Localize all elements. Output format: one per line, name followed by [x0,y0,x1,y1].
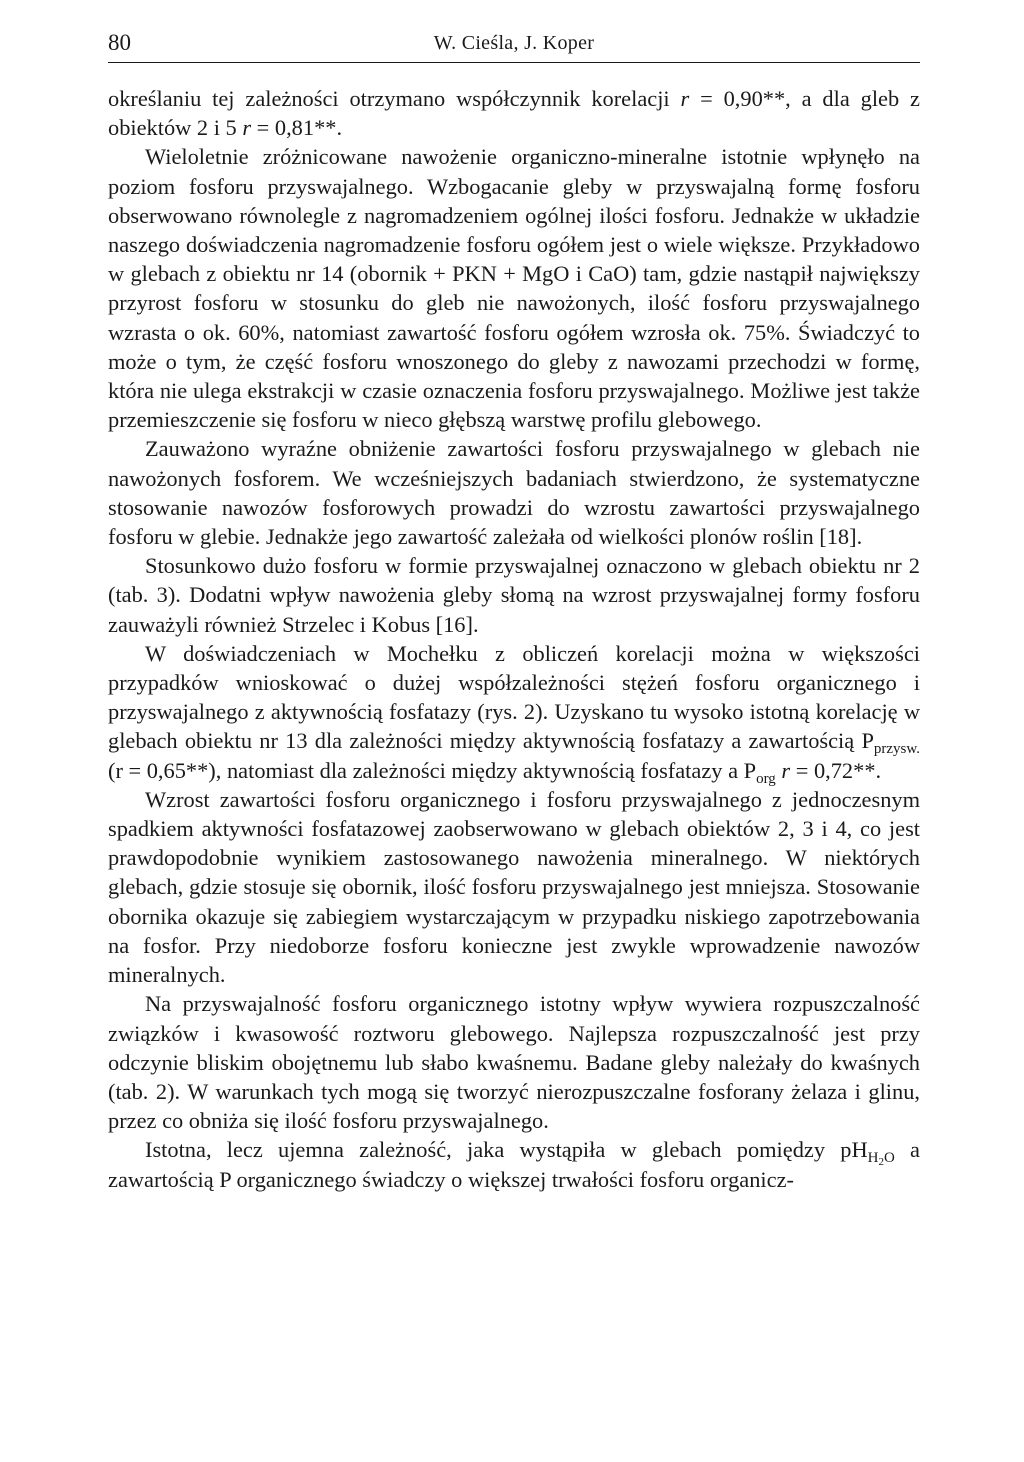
subscript-h: H [867,1150,879,1167]
paragraph-1-text-a: określaniu tej zależności otrzymano współczynnik korelacji [108,86,681,111]
paragraph-4: Stosunkowo dużo fosforu w formie przyswajalnej oznaczono w glebach obiektu nr 2 (tab. 3). Dodatni wpływ nawożenia gleby słomą na wzrost przyswajalnej formy fosforu zauważyli również Strzelec i Kobus [16]. [108,553,920,637]
subscript-przysw: przysw. [873,741,920,758]
paragraph-1 [108,84,920,142]
page-number: 80 [108,30,131,55]
paragraph-8 [108,1135,920,1193]
paragraph-8-text-b: a zawartością P organicznego świadczy o większej trwałości fosforu organicz- [108,1137,920,1192]
page-header [108,28,920,63]
running-head-authors: W. Cieśla, J. Koper [433,32,595,54]
symbol-r: r [680,86,690,111]
paragraph-5-text-a: W doświadczeniach w Mochełku z obliczeń korelacji można w większości przypadków wnioskować o dużej współzależności stężeń fosforu organicznego i przyswajalnego z aktywnością fosfatazy (rys. 2). Uzyskano tu wysoko istotną korelację w glebach obiektu nr 13 dla zależności między aktywnością fosfatazy a zawartością P [108,640,920,754]
paragraph-8-text-a: Istotna, lecz ujemna zależność, jaka wystąpiła w glebach pomiędzy pH [145,1137,868,1163]
subscript-2: 2 [878,1156,884,1169]
subscript-org: org [756,770,776,787]
paragraph-7: Na przyswajalność fosforu organicznego istotny wpływ wywiera rozpuszczalność związków i kwasowość roztworu glebowego. Najlepsza rozpuszczalność jest przy odczynie bliskim obojętnemu lub słabo kwaśnemu. Badane gleby należały do kwaśnych (tab. 2). W warunkach tych mogą się tworzyć nierozpuszczalne fosforany żelaza i glinu, przez co obniża się ilość fosforu przyswajalnego. [108,991,920,1134]
article-body [108,84,920,1194]
paragraph-5 [108,639,920,785]
paragraph-2: Wieloletnie zróżnicowane nawożenie organiczno-mineralne istotnie wpłynęło na poziom fosforu przyswajalnego. Wzbogacanie gleby w przyswajalną formę fosforu obserwowano równolegle z nagromadzeniem ogólnej ilości fosforu. Jednakże w układzie naszego doświadczenia nagromadzenie fosforu ogółem jest o wiele większe. Przykładowo w glebach z obiektu nr 14 (obornik + PKN + MgO i CaO) tam, gdzie nastąpił największy przyrost fosforu w stosunku do gleb nie nawożonych, ilość fosforu przyswajalnego wzrasta o ok. 60%, natomiast zawartość fosforu ogółem wzrosła ok. 75%. Świadczyć to może o tym, że część fosforu wnoszonego do gleby z nawozami przechodzi w formę, która nie ulega ekstrakcji w czasie oznaczenia fosforu przyswajalnego. Możliwe jest także przemieszczenie się fosforu w nieco głębszą warstwę profilu glebowego. [108,144,920,433]
subscript-h2o [867,1150,895,1169]
subscript-o: O [883,1150,895,1167]
paragraph-1-text-b: = 0,90**, a dla gleb z obiektów 2 i 5 [108,86,920,141]
paragraph-6: Wzrost zawartości fosforu organicznego i fosforu przyswajalnego z jednoczesnym spadkiem aktywności fosfatazowej zaobserwowano w glebach obiektów 2, 3 i 4, co jest prawdopodobnie wynikiem zastosowanego nawożenia mineralnego. W niektórych glebach, gdzie stosuje się obornik, ilość fosforu przyswajalnego jest mniejsza. Stosowanie obornika okazuje się zabiegiem wystarczającym w przypadku niskiego zapotrzebowania na fosfor. Przy niedoborze fosforu konieczne jest zwykle wprowadzenie nawozów mineralnych. [108,786,920,988]
paragraph-5-text-d: = 0,72**. [790,757,882,783]
symbol-r: r [781,757,791,783]
paragraph-1-text-c: = 0,81**. [251,115,343,141]
paragraph-5-text-b: (r = 0,65**), natomiast dla zależności między aktywnością fosfatazy a P [108,757,757,783]
symbol-r: r [242,115,252,141]
paragraph-3: Zauważono wyraźne obniżenie zawartości fosforu przyswajalnego w glebach nie nawożonych fosforem. We wcześniejszych badaniach stwierdzono, że systematyczne stosowanie nawozów fosforowych prowadzi do wzrostu zawartości przyswajalnego fosforu w glebie. Jednakże jego zawartość zależała od wielkości plonów roślin [18]. [108,436,920,550]
